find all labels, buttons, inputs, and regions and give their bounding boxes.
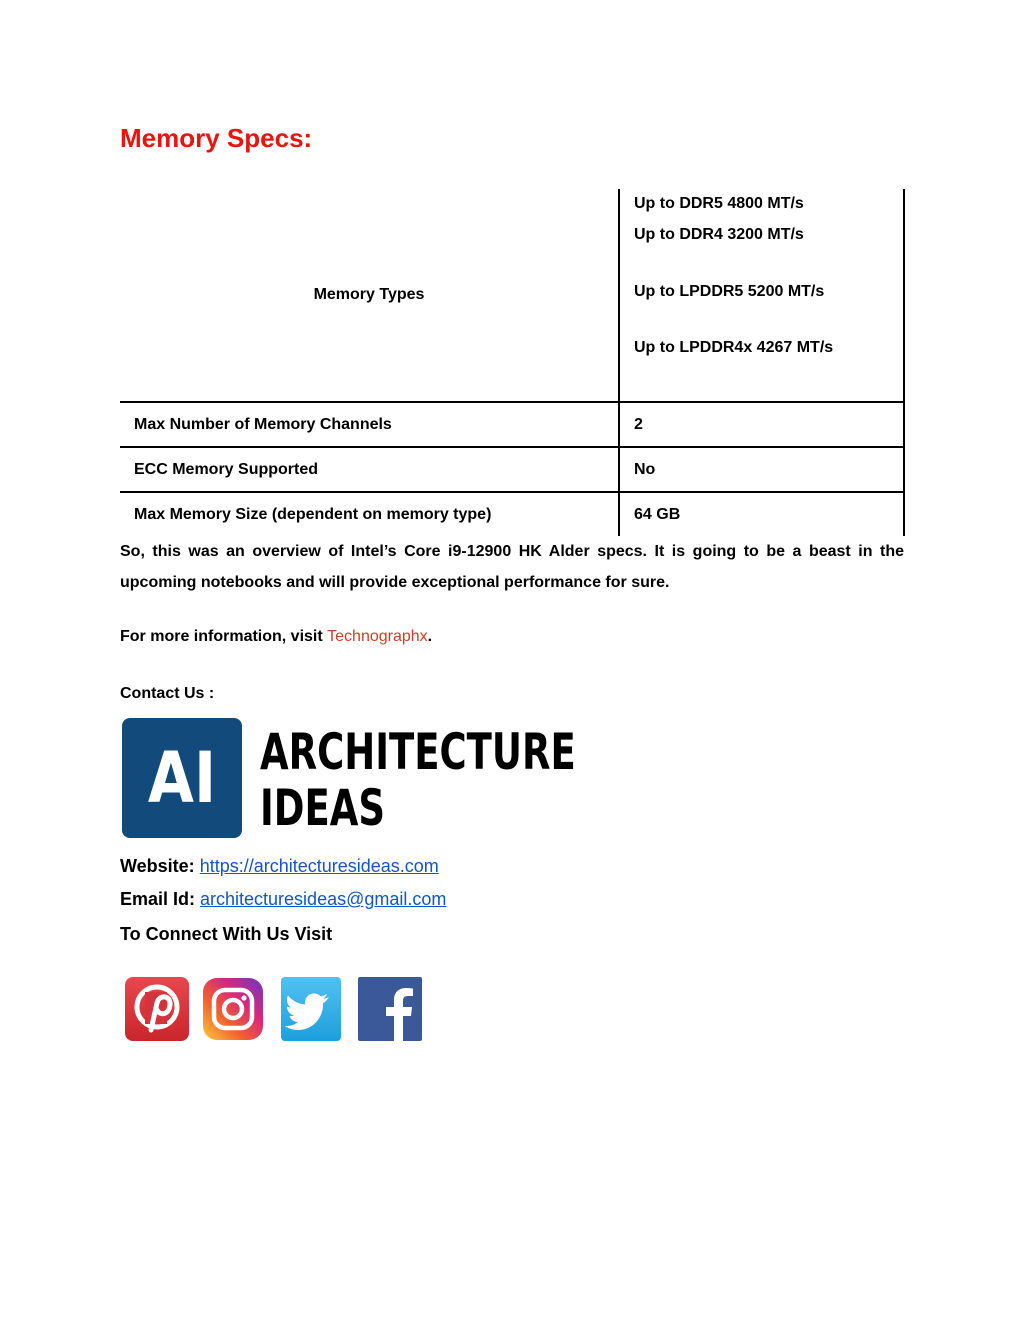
more-info-suffix: . <box>427 628 433 645</box>
page-heading: Memory Specs: <box>120 123 313 153</box>
connect-line: To Connect With Us Visit <box>120 924 333 944</box>
facebook-icon[interactable] <box>358 976 422 1042</box>
overview-paragraph: So, this was an overview of Intel’s Core i9-12900 HK Alder specs. It is going to be a beast in the upcoming notebooks and will provide exceptional performance for sure. <box>120 543 904 591</box>
architecture-ideas-logo <box>120 716 590 841</box>
more-info-line <box>120 626 432 648</box>
website-link[interactable]: https://architecturesideas.com <box>199 856 439 876</box>
website-line <box>120 854 439 878</box>
instagram-icon[interactable] <box>202 974 264 1044</box>
logo-word-architecture: ARCHITECTURE <box>260 723 576 781</box>
max-size-value: 64 GB <box>619 492 904 536</box>
contact-heading: Contact Us : <box>120 685 215 702</box>
table-row-ecc <box>120 447 904 492</box>
more-info-prefix: For more information, visit <box>120 628 328 645</box>
email-link[interactable]: architecturesideas@gmail.com <box>200 889 447 909</box>
table-row-memory-types <box>120 189 904 402</box>
memory-specs-table <box>120 189 905 536</box>
memory-types-label: Memory Types <box>120 189 619 402</box>
twitter-icon[interactable] <box>280 976 342 1042</box>
website-label: Website: <box>120 856 200 876</box>
memory-type-lpddr5: Up to LPDDR5 5200 MT/s <box>634 283 825 300</box>
logo-box <box>122 718 242 838</box>
ecc-label: ECC Memory Supported <box>120 447 619 492</box>
email-label: Email Id: <box>120 889 201 909</box>
pinterest-icon[interactable] <box>124 976 190 1042</box>
logo-initials: AI <box>147 737 217 819</box>
memory-types-values <box>619 189 904 402</box>
logo-word-ideas: IDEAS <box>260 779 386 837</box>
table-row-max-size <box>120 492 904 536</box>
max-size-label: Max Memory Size (dependent on memory type) <box>134 505 492 523</box>
memory-type-ddr4: Up to DDR4 3200 MT/s <box>634 226 804 243</box>
channels-label: Max Number of Memory Channels <box>120 402 619 447</box>
email-line <box>120 887 446 911</box>
technographx-link[interactable]: Technographx <box>327 628 428 645</box>
channels-value: 2 <box>619 402 904 447</box>
table-row-channels <box>120 402 904 447</box>
memory-type-lpddr4x: Up to LPDDR4x 4267 MT/s <box>634 339 834 356</box>
ecc-value: No <box>619 447 904 492</box>
memory-type-ddr5: Up to DDR5 4800 MT/s <box>634 195 804 212</box>
